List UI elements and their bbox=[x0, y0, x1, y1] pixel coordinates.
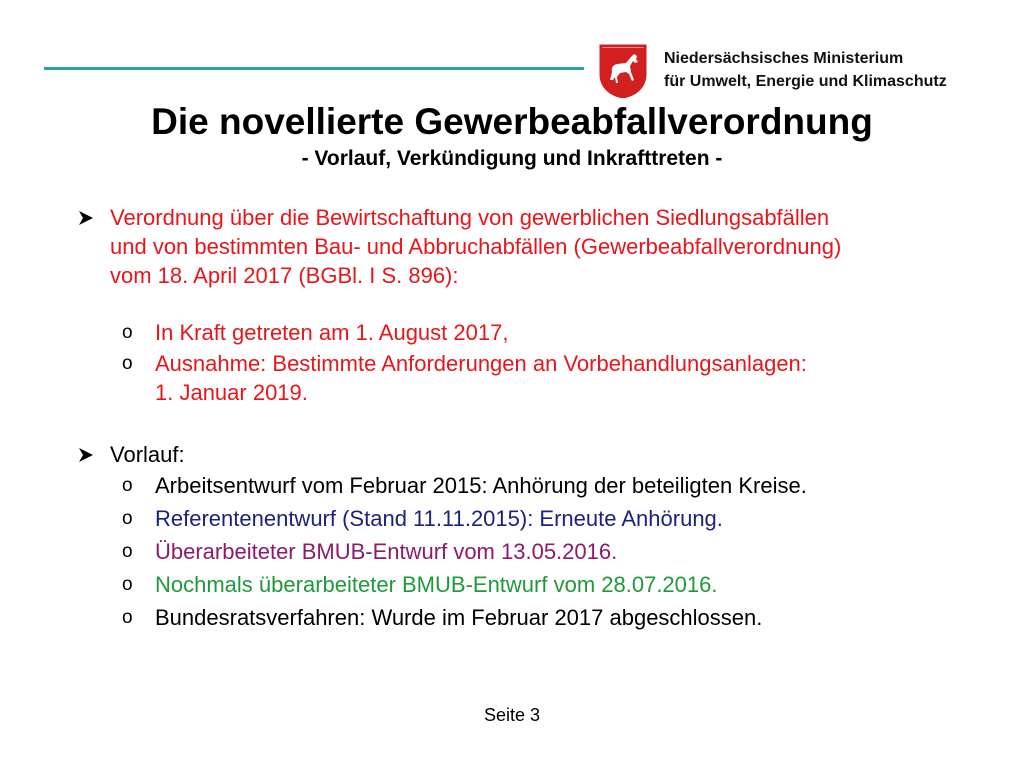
slide-title: Die novellierte Gewerbeabfallverordnung bbox=[151, 101, 873, 142]
ministry-line-1: Niedersächsisches Ministerium bbox=[664, 50, 904, 67]
sub-item-inkraft-text: In Kraft getreten am 1. August 2017, bbox=[155, 320, 509, 345]
sub-bullet-marker: o bbox=[122, 475, 133, 496]
sub-item-nochmals-entwurf-text: Nochmals überarbeiteter BMUB-Entwurf vom 28.07.2016. bbox=[155, 572, 718, 597]
sub-item-ausnahme bbox=[76, 349, 996, 407]
sub-item-bundesrat-text: Bundesratsverfahren: Wurde im Februar 2017 abgeschlossen. bbox=[155, 605, 763, 630]
sub-bullet-marker: o bbox=[122, 574, 133, 595]
ministry-line-2: für Umwelt, Energie und Klimaschutz bbox=[664, 73, 947, 90]
bullet-verordnung-line-2: und von bestimmten Bau- und Abbruchabfällen (Gewerbeabfallverordnung) bbox=[110, 234, 842, 259]
ministry-name bbox=[664, 47, 947, 93]
page-number: Seite 3 bbox=[483, 705, 541, 725]
bullet-verordnung-line-1: Verordnung über die Bewirtschaftung von gewerblichen Siedlungsabfällen bbox=[110, 205, 830, 230]
sub-bullet-marker: o bbox=[122, 322, 133, 343]
sub-item-referentenentwurf-text: Referentenentwurf (Stand 11.11.2015): Erneute Anhörung. bbox=[155, 506, 723, 531]
arrowhead-bullet-icon bbox=[76, 440, 98, 469]
sub-item-bmub-entwurf bbox=[76, 537, 996, 566]
sub-item-arbeitsentwurf-text: Arbeitsentwurf vom Februar 2015: Anhörung der beteiligten Kreise. bbox=[155, 473, 807, 498]
sub-bullet-marker: o bbox=[122, 607, 133, 628]
lower-saxony-horse-crest-icon bbox=[598, 44, 648, 98]
sub-item-bundesrat bbox=[76, 603, 996, 632]
bullet-vorlauf-label: Vorlauf: bbox=[110, 442, 185, 467]
sub-item-arbeitsentwurf bbox=[76, 471, 996, 500]
sub-item-ausnahme-line-1: Ausnahme: Bestimmte Anforderungen an Vorbehandlungsanlagen: bbox=[155, 351, 807, 376]
sub-bullet-marker: o bbox=[122, 353, 133, 374]
arrowhead-bullet-icon bbox=[76, 203, 98, 232]
sub-item-inkraft bbox=[76, 318, 996, 347]
sub-item-nochmals-entwurf bbox=[76, 570, 996, 599]
slide-subtitle: - Vorlauf, Verkündigung und Inkrafttreten - bbox=[301, 147, 723, 170]
sub-bullet-marker: o bbox=[122, 508, 133, 529]
sub-item-ausnahme-line-2: 1. Januar 2019. bbox=[155, 380, 308, 405]
sub-item-referentenentwurf bbox=[76, 504, 996, 533]
header-divider-line bbox=[44, 67, 584, 70]
bullet-verordnung-line-3: vom 18. April 2017 (BGBl. I S. 896): bbox=[110, 263, 459, 288]
sub-item-bmub-entwurf-text: Überarbeiteter BMUB-Entwurf vom 13.05.2016. bbox=[155, 539, 618, 564]
slide-content bbox=[76, 203, 996, 632]
bullet-verordnung bbox=[76, 203, 996, 290]
sub-bullet-marker: o bbox=[122, 541, 133, 562]
bullet-vorlauf bbox=[76, 440, 996, 469]
